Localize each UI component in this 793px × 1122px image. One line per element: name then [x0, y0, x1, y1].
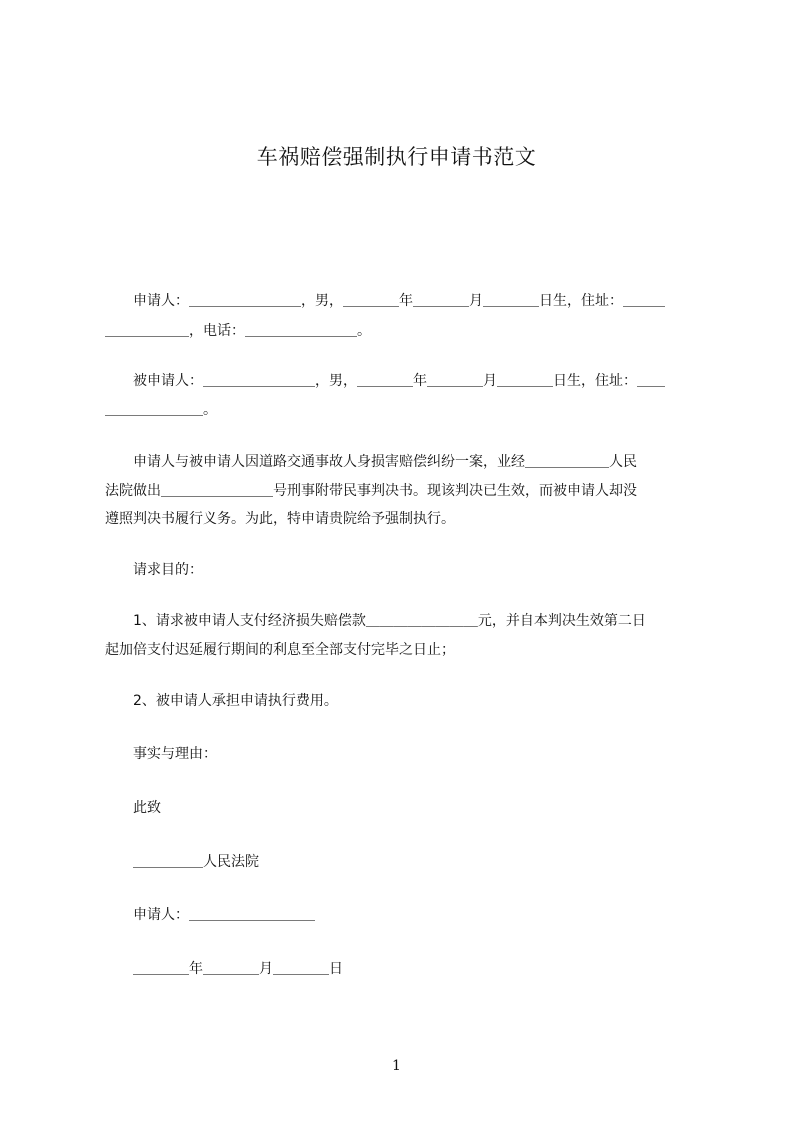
request-item-1-line-2: 起加倍支付迟延履行期间的利息至全部支付完毕之日止；	[105, 642, 455, 658]
salutation: 此致	[105, 800, 161, 816]
case-paragraph-line-1: 申请人与被申请人因道路交通事故人身损害赔偿纠纷一案，业经＿＿＿＿＿＿人民	[105, 454, 637, 470]
respondent-line-2: ＿＿＿＿＿＿＿。	[105, 402, 217, 418]
case-paragraph-line-3: 遵照判决书履行义务。为此，特申请贵院给予强制执行。	[105, 511, 455, 527]
respondent-line-1: 被申请人：＿＿＿＿＿＿＿＿，男，＿＿＿＿年＿＿＿＿月＿＿＿＿日生，住址：＿＿	[105, 373, 665, 389]
applicant-line-2: ＿＿＿＿＿＿，电话：＿＿＿＿＿＿＿＿。	[105, 323, 371, 339]
request-heading: 请求目的：	[105, 562, 203, 578]
court-name: ＿＿＿＿＿人民法院	[105, 854, 259, 870]
request-item-2: 2、被申请人承担申请执行费用。	[105, 693, 338, 709]
signature-date: ＿＿＿＿年＿＿＿＿月＿＿＿＿日	[105, 961, 343, 977]
page-number: 1	[392, 1058, 401, 1074]
facts-heading: 事实与理由：	[105, 746, 217, 762]
applicant-signature: 申请人：＿＿＿＿＿＿＿＿＿	[105, 907, 315, 923]
document-title: 车祸赔偿强制执行申请书范文	[256, 145, 537, 169]
request-item-1-line-1: 1、请求被申请人支付经济损失赔偿款＿＿＿＿＿＿＿＿元，并自本判决生效第二日	[105, 613, 646, 629]
case-paragraph-line-2: 法院做出＿＿＿＿＿＿＿＿号刑事附带民事判决书。现该判决已生效，而被申请人却没	[105, 483, 637, 499]
applicant-line-1: 申请人：＿＿＿＿＿＿＿＿，男，＿＿＿＿年＿＿＿＿月＿＿＿＿日生，住址：＿＿＿	[105, 293, 665, 309]
